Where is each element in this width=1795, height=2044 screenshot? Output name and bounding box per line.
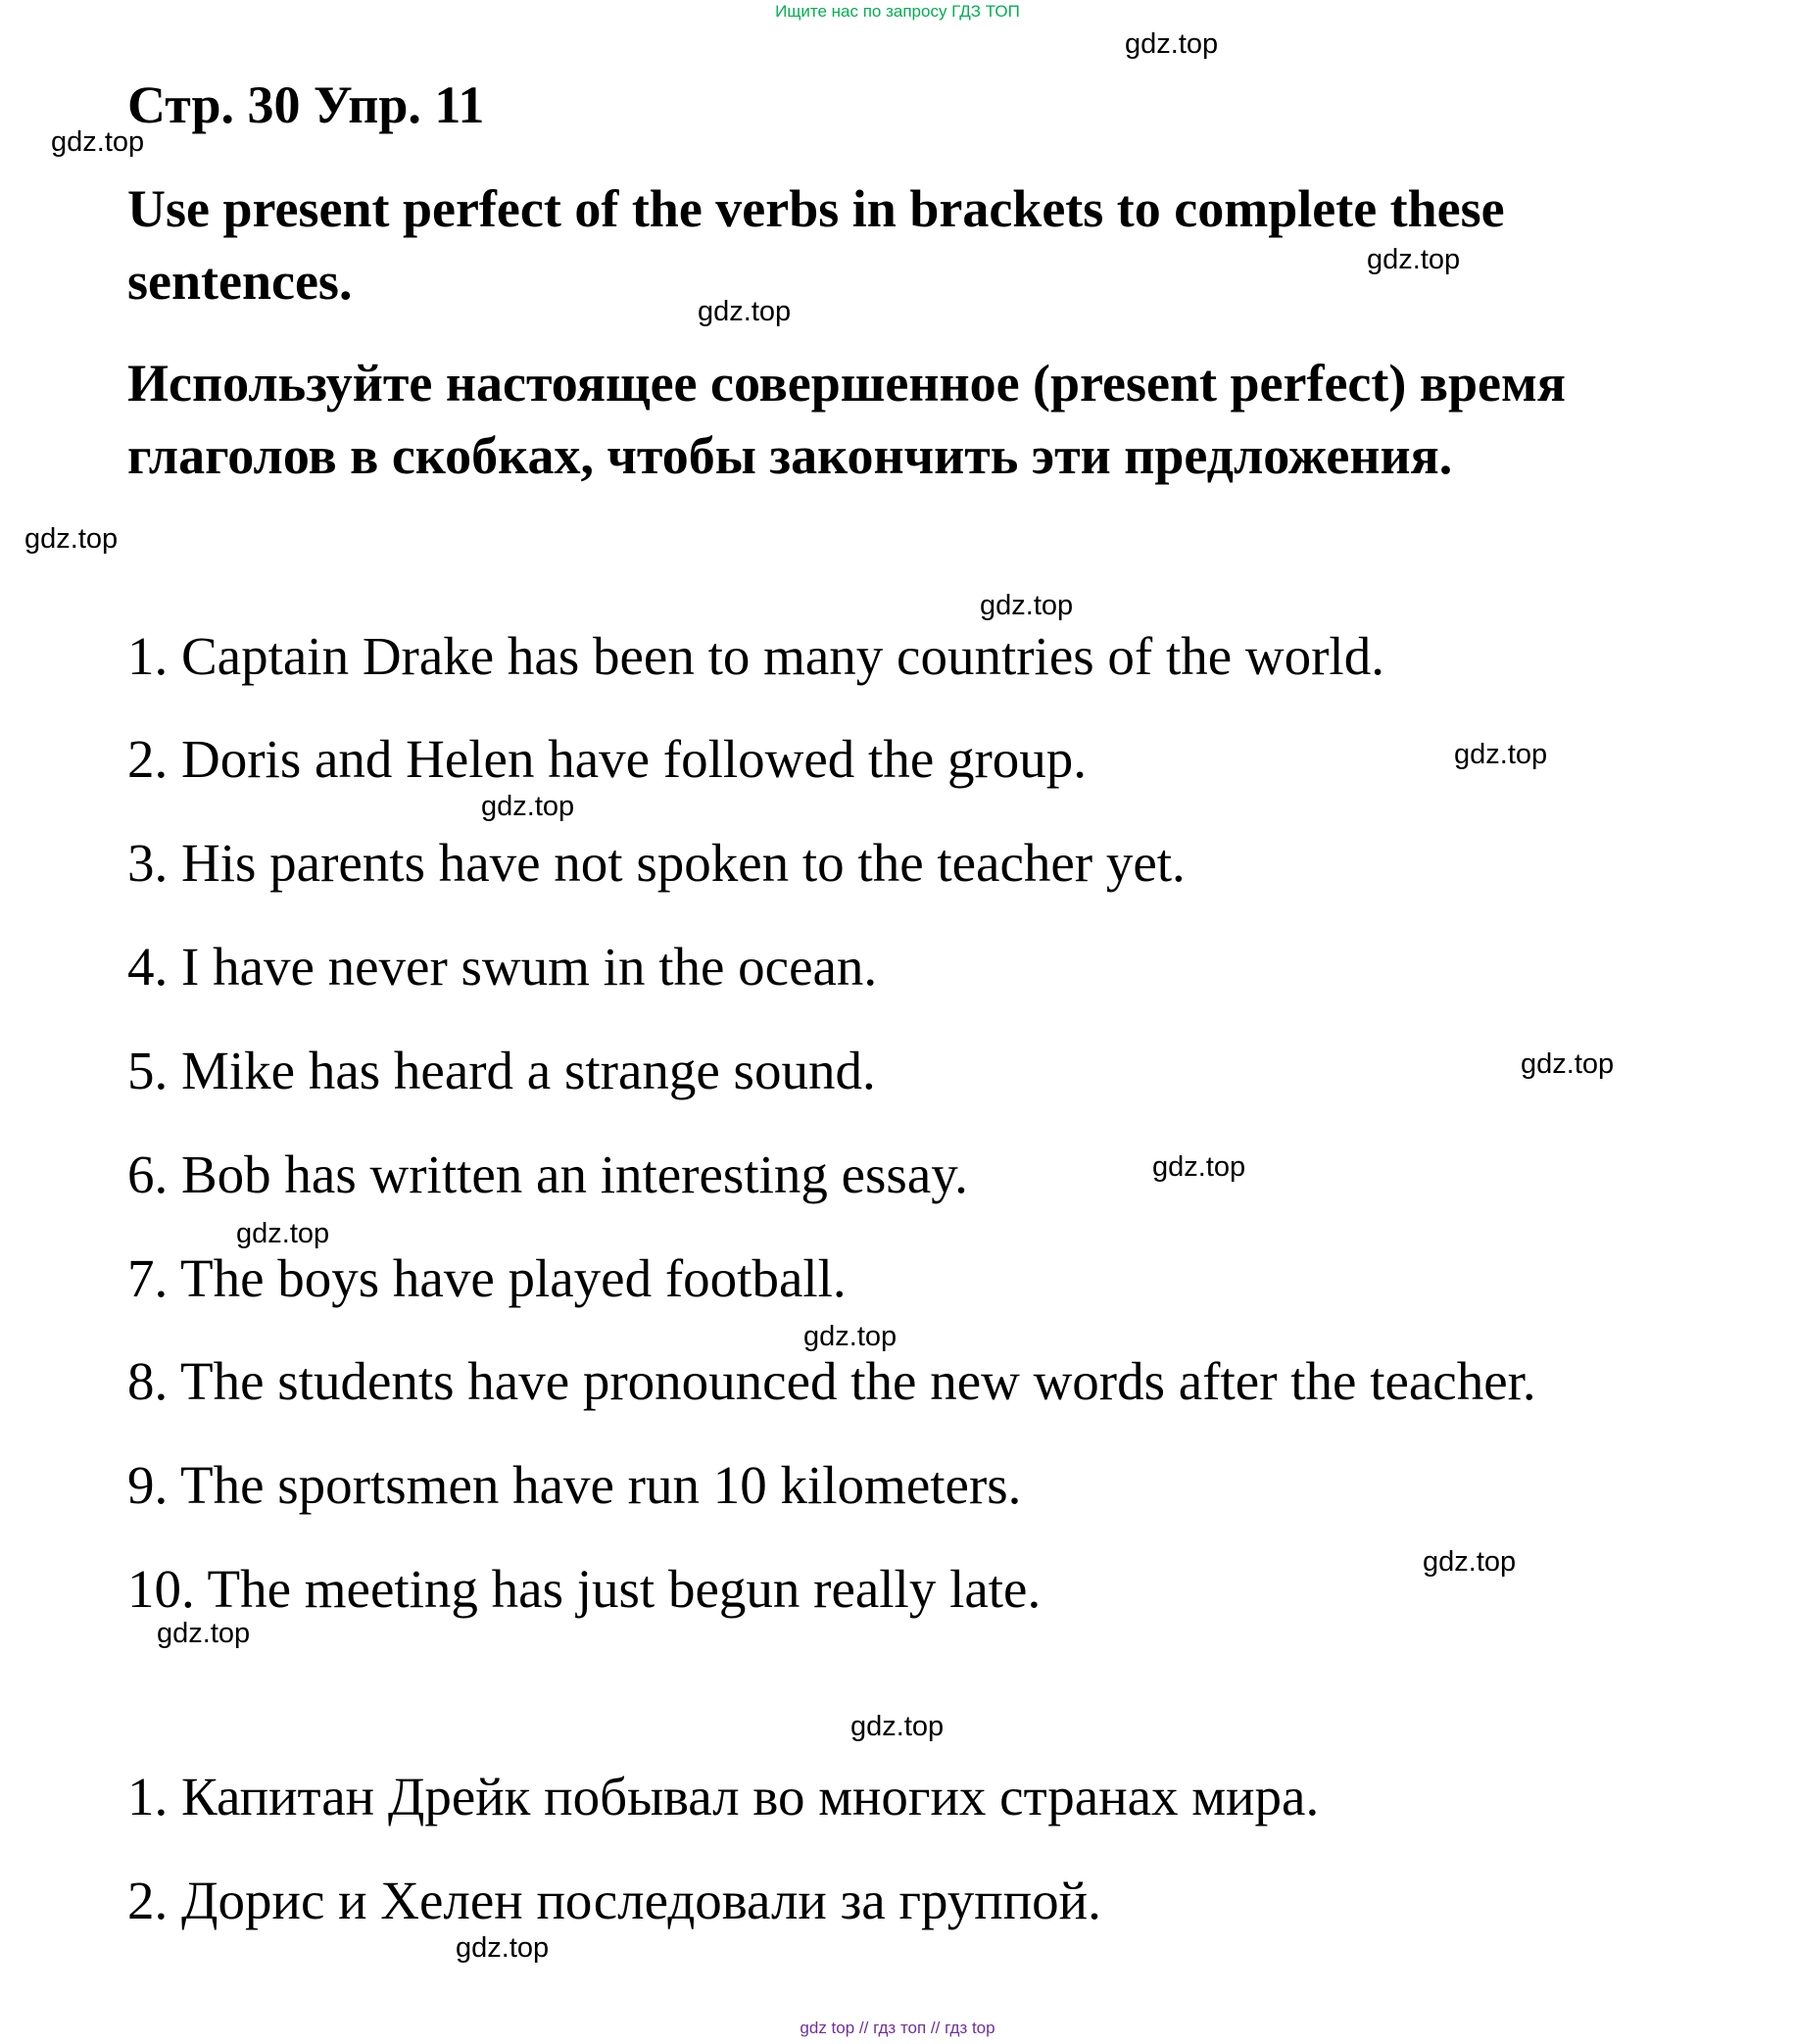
watermark: gdz.top <box>1423 1546 1517 1578</box>
watermark: gdz.top <box>1454 739 1548 770</box>
task-russian-line-2: глаголов в скобках, чтобы закончить эти предложения. <box>127 426 1453 485</box>
task-instruction-russian <box>127 347 1566 492</box>
watermark: gdz.top <box>1125 28 1219 60</box>
watermark: gdz.top <box>980 590 1074 621</box>
watermark: gdz.top <box>481 791 575 822</box>
bottom-footer: gdz top // гдз топ // гдз top <box>800 2019 995 2037</box>
watermark: gdz.top <box>456 1932 550 1964</box>
answer-2: 2. Doris and Helen have followed the group. <box>127 729 1088 789</box>
answer-9: 9. The sportsmen have run 10 kilometers. <box>127 1455 1022 1515</box>
translation-2: 2. Дорис и Хелен последовали за группой. <box>127 1871 1101 1930</box>
watermark: gdz.top <box>803 1321 898 1352</box>
watermark: gdz.top <box>157 1618 251 1649</box>
answer-7: 7. The boys have played football. <box>127 1248 847 1308</box>
task-english-line-2: sentences. <box>127 252 353 311</box>
watermark: gdz.top <box>1367 244 1461 275</box>
answer-6: 6. Bob has written an interesting essay. <box>127 1144 968 1204</box>
page-title: Стр. 30 Упр. 11 <box>127 75 485 134</box>
watermark: gdz.top <box>850 1711 945 1742</box>
task-english-line-1: Use present perfect of the verbs in brackets to complete these <box>127 179 1505 238</box>
watermark: gdz.top <box>1521 1048 1615 1080</box>
translation-1: 1. Капитан Дрейк побывал во многих странах мира. <box>127 1767 1320 1826</box>
top-banner: Ищите нас по запросу ГДЗ ТОП <box>775 2 1020 21</box>
watermark: gdz.top <box>1152 1151 1246 1183</box>
task-instruction-english <box>127 172 1505 317</box>
answer-10: 10. The meeting has just begun really late. <box>127 1559 1042 1619</box>
answer-1: 1. Captain Drake has been to many countries of the world. <box>127 626 1384 686</box>
task-russian-line-1: Используйте настоящее совершенное (present perfect) время <box>127 354 1567 413</box>
answer-4: 4. I have never swum in the ocean. <box>127 937 878 997</box>
answer-8: 8. The students have pronounced the new words after the teacher. <box>127 1351 1536 1411</box>
watermark: gdz.top <box>698 296 792 327</box>
answer-5: 5. Mike has heard a strange sound. <box>127 1041 876 1100</box>
answer-3: 3. His parents have not spoken to the teacher yet. <box>127 833 1186 893</box>
watermark: gdz.top <box>24 523 119 555</box>
watermark: gdz.top <box>51 126 145 158</box>
watermark: gdz.top <box>236 1218 330 1249</box>
